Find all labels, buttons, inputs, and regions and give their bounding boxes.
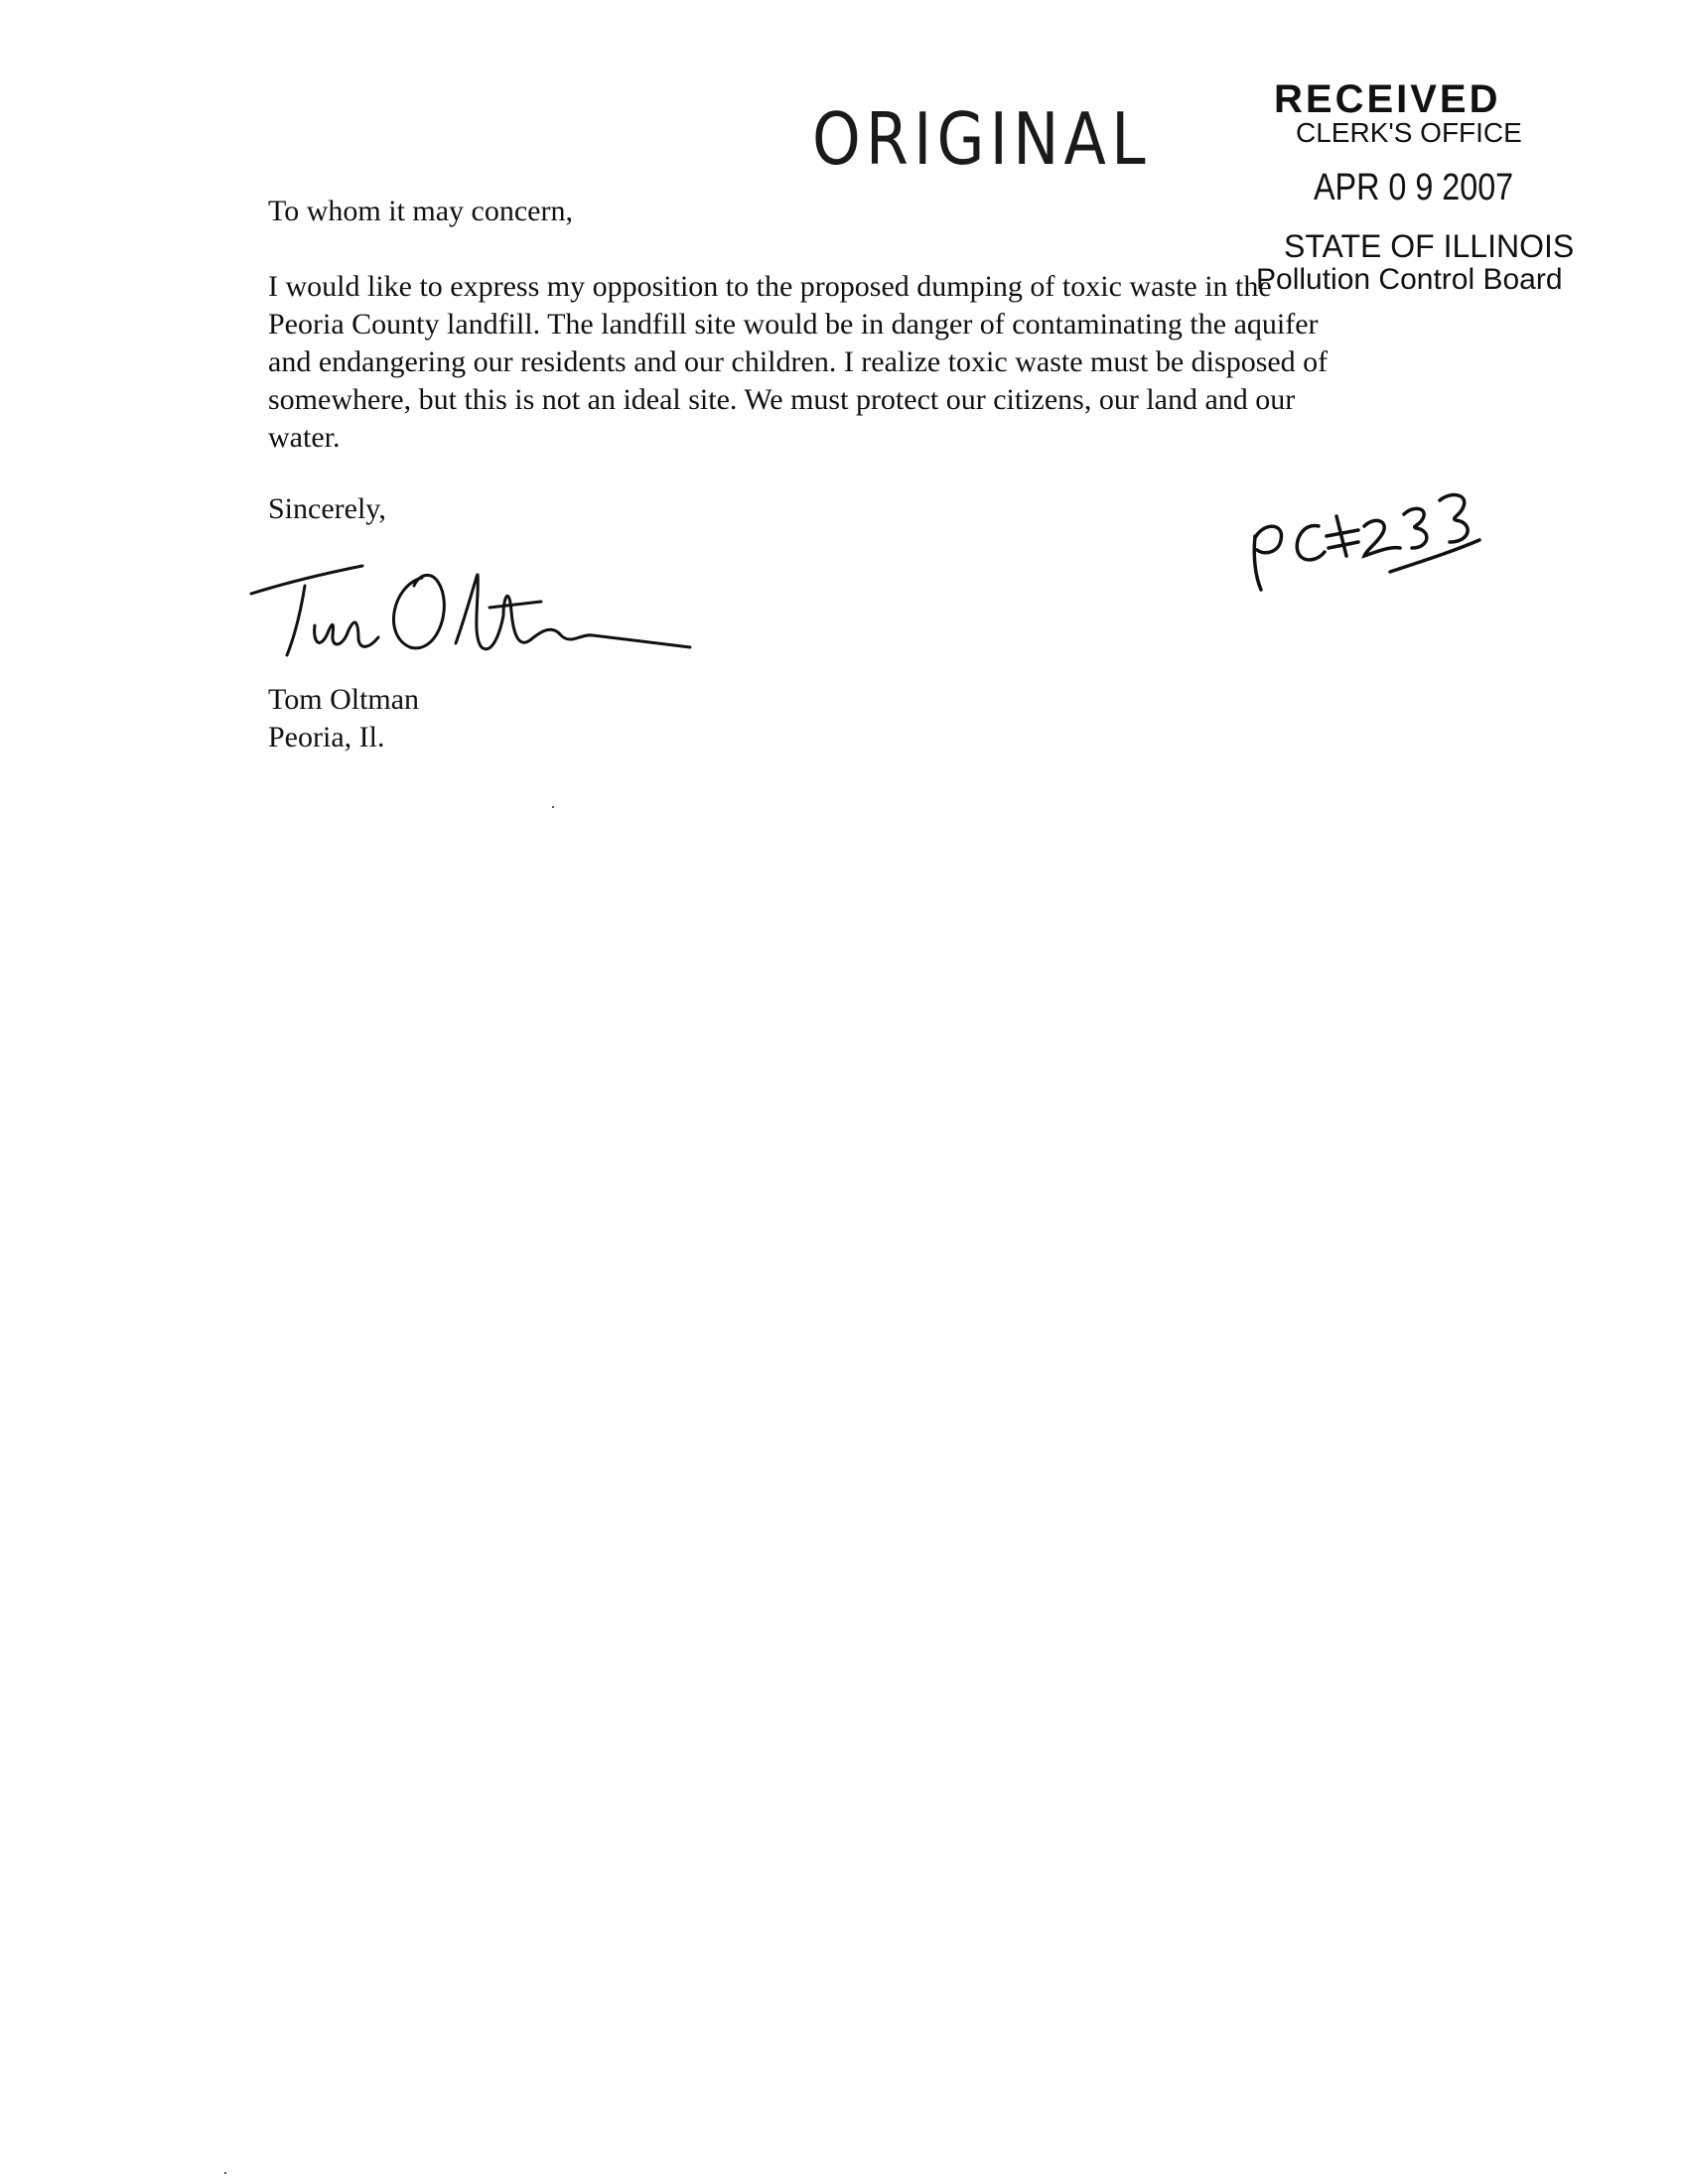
- letter-body-line: somewhere, but this is not an ideal site. We must protect our citizens, our land and our: [268, 383, 1296, 416]
- letter-salutation: To whom it may concern,: [268, 195, 573, 227]
- original-stamp: ORIGINAL: [812, 97, 1151, 181]
- handwritten-signature: [243, 556, 700, 665]
- received-stamp-date: APR 0 9 2007: [1314, 167, 1514, 208]
- handwritten-pc-number: [1241, 486, 1489, 596]
- letter-body-line: water.: [268, 421, 341, 454]
- letter-body-line: Peoria County landfill. The landfill site would be in danger of contaminating the aquifer: [268, 308, 1319, 341]
- signer-location: Peoria, Il.: [268, 721, 385, 753]
- received-stamp-state: STATE OF ILLINOIS: [1284, 228, 1575, 264]
- scan-speck: [224, 2172, 226, 2174]
- received-stamp-office: CLERK'S OFFICE: [1296, 117, 1522, 148]
- signer-name: Tom Oltman: [268, 683, 420, 716]
- letter-body-line: I would like to express my opposition to the proposed dumping of toxic waste in the: [268, 270, 1272, 303]
- received-stamp-title: RECEIVED: [1274, 77, 1501, 121]
- letter-closing: Sincerely,: [268, 492, 386, 525]
- letter-body-line: and endangering our residents and our children. I realize toxic waste must be disposed of: [268, 345, 1329, 378]
- scan-speck: [552, 806, 554, 808]
- received-stamp-board: Pollution Control Board: [1256, 263, 1563, 296]
